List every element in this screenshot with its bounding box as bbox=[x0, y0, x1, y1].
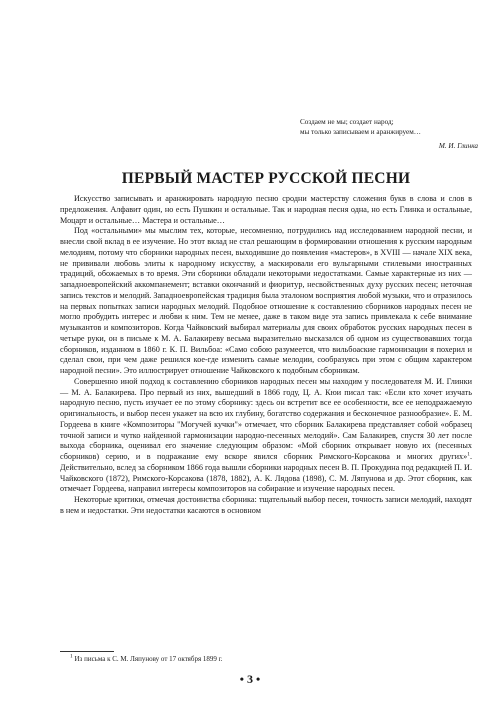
footnote-text: Из письма к С. М. Ляпунову от 17 октября 1899 г. bbox=[74, 655, 223, 663]
footnote bbox=[70, 655, 470, 664]
paragraph: Под «остальными» мы мыслим тех, которые, несомненно, потрудились над исследованием народной песни, и внесли свой вклад в ее изучение. Но этот вклад не стал решающим в формировании отношения к русским народным мелодиям, потому что сборники народных песен, выходившие до появления «мастеров», в XVIII — начале XIX века, не прививали любовь элиты к народному искусству, а маскировали его вульгарными стилевыми иностранных традиций, обожаемых в то время. Эти сборники обладали некоторыми недостатками. Самые характерные из них — западноевропейский аккомпанемент; вставки окончаний и фиоритур, несвойственных духу русских песен; неточная запись текстов и мелодий. Западноевропейская традиция была эталоном восприятия любой музыки, что и отразилось на первых попытках записи народных мелодий. Подобное отношение к составлению сборников народных песен не могло пробудить интерес и любви к ним. Тем не менее, даже в таком виде эта запись привлекала к себе внимание музыкантов и композиторов. Когда Чайковский выбирал материалы для своих обработок русских народных песен в четыре руки, он в письме к М. А. Балакиреву весьма выразительно высказался об одном из существовавших тогда сборников, изданном в 1860 г. К. П. Вильбоа: «Само собою разумеется, что вильбоаские гармонизации я похерил и сделал свои, при чем даже решился кое-где изменить самые мелодии, сообразуясь при этом с общим характером народной песни». Это иллюстрирует отношение Чайковского к подобным сборникам. bbox=[60, 226, 472, 375]
epigraph-author: М. И. Глинка bbox=[438, 142, 478, 150]
footnote-mark: 1 bbox=[70, 653, 73, 660]
paragraph: Искусство записывать и аранжировать народную песню сродни мастерству сложения букв в слова и слов в предложения. Алфавит один, но есть Пушкин и остальные. Так и народная песня одна, но есть Глинка и остальные, Моцарт и остальные… Мастера и остальные… bbox=[60, 194, 472, 225]
epigraph-line: мы только записываем и аранжируем… bbox=[300, 128, 421, 136]
epigraph bbox=[300, 117, 478, 151]
paragraph-text-continued: . Действительно, вслед за сборником 1866 года вышли сборники народных песен В. П. Прокудина под редакцией П. И. Чайковского (1872), Римского-Корсакова (1878, 1882), А. К. Лядова (1898), С. М. Ляпунова и др. Этот сборник, как отмечает Гордеева, направил интересы композиторов на собирание и изучение народных песен. bbox=[60, 452, 472, 494]
footnote-reference[interactable]: 1 bbox=[467, 451, 470, 458]
chapter-body bbox=[60, 194, 472, 517]
paragraph bbox=[60, 377, 472, 495]
footnote-divider bbox=[60, 651, 114, 652]
paragraph: Некоторые критики, отмечая достоинства сборника: тщательный выбор песен, точность записи мелодий, находят в нем и недостатки. Эти недостатки касаются в основном bbox=[60, 495, 472, 515]
page-number: • 3 • bbox=[239, 672, 261, 686]
paragraph-text: Совершенно иной подход к составлению сборников народных песен мы находим у последователя М. И. Глинки — М. А. Балакирева. Про первый из них, вышедший в 1866 году, Ц. А. Кюи писал так: «Если кто хочет изучать народную песню, пусть изучает ее по этому сборнику: здесь он встретит все ее особенности, все ее неподражаемую оригинальность, и выбор песен укажет на всю их глубину, богатство содержания и бесконечное разнообразие». Е. М. Гордеева в книге «Композиторы "Могучей кучки"» отмечает, что сборник Балакирева представляет собой «образец точной записи и чутко найденной гармонизации народно-песенных мелодий». Сам Балакирев, спустя 30 лет после выхода сборника, оценивал его значение следующим образом: «Мой сборник открывает новую их (песенных сборников) серию, и в подражание ему вскоре явился сборник Римского-Корсакова и многих других» bbox=[60, 376, 472, 461]
epigraph-line: Создаем не мы; создает народ; bbox=[300, 118, 394, 126]
chapter-title: ПЕРВЫЙ МАСТЕР РУССКОЙ ПЕСНИ bbox=[121, 170, 411, 187]
